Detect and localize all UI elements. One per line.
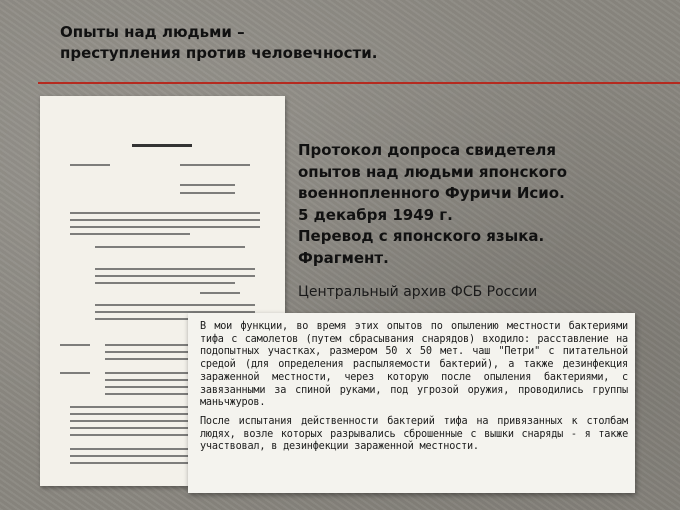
document-text-line [70, 219, 260, 221]
fragment-text [200, 321, 628, 460]
document-text-line [95, 282, 235, 284]
caption-line: Протокол допроса свидетеля [298, 141, 557, 159]
document-text-line [70, 212, 260, 214]
document-text-line [95, 268, 255, 270]
slide-title-line: Опыты над людьми – [60, 23, 245, 41]
fragment-paragraph: В мои функции, во время этих опытов по опылению местности бактериями тифа с самолетов (путем сбрасывания снарядов) входило: расставление на подопытных участках, размером 50 x 50 мет. чаш "Петри" с питательной средой (для определения распыляемости бактерий), а также дезинфекция зараженной местности, через которую после опыления бактериями, с завязанными за спиной руками, под угрозой оружия, проводились группы маньчжуров. [200, 321, 628, 409]
document-text-line [95, 246, 245, 248]
document-caption [298, 140, 628, 269]
caption-line: военнопленного Фуричи Исио. [298, 184, 565, 202]
slide-title-line: преступления против человечности. [60, 44, 378, 62]
document-text-line [95, 275, 255, 277]
document-text-line [70, 233, 190, 235]
document-text-line [70, 226, 260, 228]
document-text-line [180, 164, 250, 166]
fragment-paragraph: После испытания действенности бактерий тифа на привязанных к столбам людях, возле которых разрывались сброшенные с вышки снаряды - я также участвовал, в дезинфекции зараженной местности. [200, 415, 628, 453]
document-header-mark [132, 144, 192, 147]
document-fragment-enlarged [188, 313, 635, 493]
caption-line: 5 декабря 1949 г. [298, 205, 453, 224]
document-text-line [200, 292, 240, 294]
document-text-line [180, 192, 235, 194]
document-text-line [60, 344, 90, 346]
slide-title [60, 22, 620, 64]
caption-line: Перевод с японского языка. [298, 227, 545, 245]
document-text-line [60, 372, 90, 374]
caption-line: опытов над людьми японского [298, 162, 568, 181]
archive-source: Центральный архив ФСБ России [298, 284, 538, 300]
document-text-line [95, 304, 255, 306]
document-text-line [180, 184, 235, 186]
document-text-line [70, 164, 110, 166]
title-divider [38, 82, 680, 84]
caption-line: Фрагмент. [298, 248, 389, 267]
